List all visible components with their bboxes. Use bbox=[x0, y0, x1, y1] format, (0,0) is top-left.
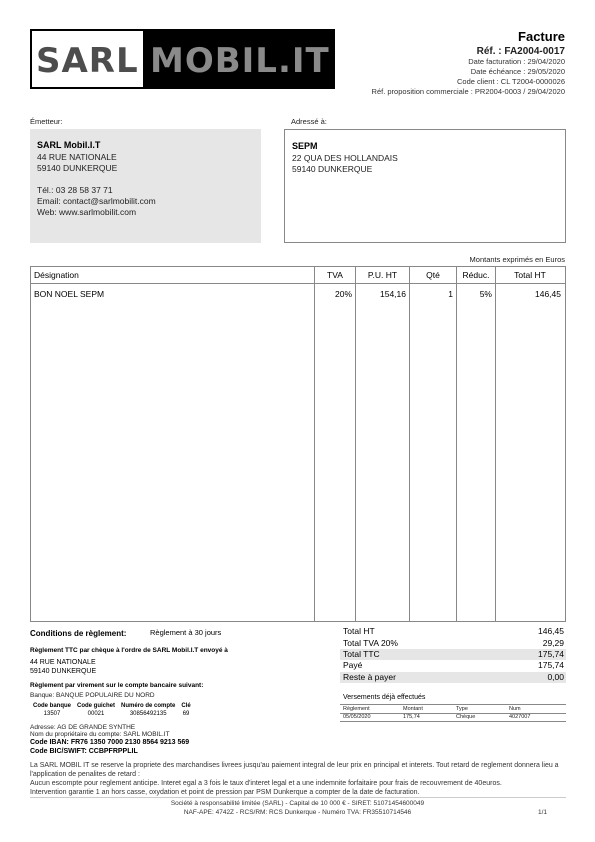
header-total: Total HT bbox=[514, 270, 546, 280]
recipient-address1: 22 QUA DES HOLLANDAIS bbox=[292, 153, 398, 163]
col-divider-qty bbox=[409, 267, 410, 621]
recipient-box bbox=[284, 129, 566, 243]
legal-line-3: Aucun escompte pour reglement anticipe. Interet egal a 3 fois le taux d'interet legal et a une indemnite forfaitaire pour frais de recouvrement de 40euros. bbox=[30, 780, 502, 787]
logo-text-sarl: SARL bbox=[36, 41, 139, 81]
bank-header-key: Clé bbox=[181, 703, 191, 709]
bank-header-account: Numéro de compte bbox=[121, 703, 176, 709]
payments-header-amount: Montant bbox=[403, 706, 423, 712]
col-divider-reduc bbox=[456, 267, 457, 621]
recipient-label: Adressé à: bbox=[291, 117, 327, 126]
payment-type: Chèque bbox=[456, 714, 476, 720]
recipient-name: SEPM bbox=[292, 141, 318, 151]
account-owner: Nom du propriétaire du compte: SARL MOBIL.IT bbox=[30, 731, 170, 738]
cheque-address1: 44 RUE NATIONALE bbox=[30, 659, 96, 666]
emitter-label: Émetteur: bbox=[30, 117, 63, 126]
col-divider-total bbox=[495, 267, 496, 621]
payments-mid-line bbox=[340, 713, 566, 714]
bank-details-table bbox=[30, 702, 194, 718]
bank-code: 13507 bbox=[43, 711, 61, 717]
emitter-name: SARL Mobil.I.T bbox=[37, 140, 101, 150]
bank-name: Banque: BANQUE POPULAIRE DU NORD bbox=[30, 692, 155, 699]
company-logo bbox=[30, 29, 335, 89]
invoice-proposal-ref: Réf. proposition commerciale : PR2004-0003 / 29/04/2020 bbox=[371, 87, 565, 96]
row-total: 146,45 bbox=[535, 289, 561, 299]
row-designation: BON NOEL SEPM bbox=[34, 289, 105, 299]
invoice-client-code: Code client : CL T2004-0000026 bbox=[457, 77, 565, 86]
emitter-address1: 44 RUE NATIONALE bbox=[37, 152, 117, 162]
row-qty: 1 bbox=[448, 289, 453, 299]
col-divider-pu bbox=[355, 267, 356, 621]
emitter-box bbox=[30, 129, 261, 243]
header-tva: TVA bbox=[327, 270, 343, 280]
paid-label: Payé bbox=[343, 660, 363, 670]
iban: Code IBAN: FR76 1350 7000 2130 8564 9213 569 bbox=[30, 739, 190, 746]
cheque-address2: 59140 DUNKERQUE bbox=[30, 668, 97, 675]
payment-amount: 175,74 bbox=[403, 714, 420, 720]
payment-num: 4027007 bbox=[509, 714, 531, 720]
table-header-divider bbox=[31, 283, 565, 284]
logo-text-mobilit: MOBIL.IT bbox=[150, 41, 330, 81]
invoice-header bbox=[372, 29, 565, 97]
invoice-date: Date facturation : 29/04/2020 bbox=[468, 57, 565, 66]
remaining-label: Reste à payer bbox=[343, 672, 396, 682]
payments-top-line bbox=[340, 704, 566, 705]
total-tva-value: 29,29 bbox=[542, 638, 564, 648]
payments-header-date: Règlement bbox=[343, 706, 370, 712]
recipient-address2: 59140 DUNKERQUE bbox=[292, 164, 373, 174]
bank-guichet: 00021 bbox=[87, 711, 105, 717]
conditions-title: Conditions de règlement: bbox=[30, 629, 127, 638]
remaining-value: 0,00 bbox=[547, 672, 564, 682]
emitter-address2: 59140 DUNKERQUE bbox=[37, 163, 118, 173]
remaining-row bbox=[340, 672, 566, 683]
page-number: 1/1 bbox=[538, 809, 548, 816]
bank-header-guichet: Code guichet bbox=[77, 703, 116, 709]
total-ttc-label: Total TTC bbox=[343, 649, 380, 659]
total-tva-row bbox=[340, 638, 566, 649]
legal-line-4: Intervention garantie 1 an hors casse, oxydation et point de pression par PSM Dunkerque a compter de la date de facturation. bbox=[30, 789, 420, 796]
total-ht-label: Total HT bbox=[343, 626, 375, 636]
row-pu: 154,16 bbox=[380, 289, 406, 299]
payments-title: Versements déjà effectués bbox=[343, 694, 426, 701]
footer-line-2: NAF-APE: 4742Z - RCS/RM: RCS Dunkerque - Numéro TVA: FR35510714546 bbox=[183, 809, 412, 816]
header-reduc: Réduc. bbox=[462, 270, 490, 280]
col-divider-tva bbox=[314, 267, 315, 621]
row-reduc: 5% bbox=[479, 289, 492, 299]
payments-header-type: Type bbox=[456, 706, 468, 712]
emitter-email: Email: contact@sarlmobilit.com bbox=[37, 196, 156, 206]
conditions-value: Règlement à 30 jours bbox=[150, 628, 222, 637]
payments-bottom-line bbox=[340, 721, 566, 722]
items-table bbox=[30, 266, 566, 622]
payments-header-num: Num bbox=[509, 706, 521, 712]
invoice-ref: Réf. : FA2004-0017 bbox=[476, 46, 565, 57]
currency-note: Montants exprimés en Euros bbox=[469, 255, 565, 264]
legal-text bbox=[30, 761, 570, 797]
header-pu: P.U. HT bbox=[367, 270, 398, 280]
total-ttc-row bbox=[340, 649, 566, 660]
legal-line-2: l'application de penalites de retard : bbox=[30, 771, 140, 778]
total-tva-label: Total TVA 20% bbox=[343, 638, 398, 648]
invoice-due-date: Date échéance : 29/05/2020 bbox=[470, 67, 565, 76]
emitter-web: Web: www.sarlmobilit.com bbox=[37, 207, 137, 217]
total-ttc-value: 175,74 bbox=[538, 649, 564, 659]
row-tva: 20% bbox=[334, 289, 352, 299]
header-qty: Qté bbox=[426, 270, 440, 280]
paid-value: 175,74 bbox=[538, 660, 564, 670]
cheque-title: Règlement TTC par chèque à l'ordre de SARL Mobil.I.T envoyé à bbox=[30, 647, 228, 654]
emitter-tel: Tél.: 03 28 58 37 71 bbox=[37, 185, 113, 195]
invoice-title: Facture bbox=[518, 29, 565, 44]
bank-key: 69 bbox=[182, 711, 190, 717]
bank-account: 30856492135 bbox=[129, 711, 167, 717]
bic: Code BIC/SWIFT: CCBPFRPPLIL bbox=[30, 748, 138, 755]
footer-line-1: Société à responsabilité limitée (SARL) - Capital de 10 000 € - SIRET: 51071454600049 bbox=[170, 800, 425, 807]
header-designation: Désignation bbox=[34, 270, 79, 280]
legal-line-1: La SARL MOBIL IT se reserve la propriete des marchandises livrees jusqu'au paiement integral de leur prix en principal et interets. Tout retard de reglement donnera lieu a bbox=[30, 762, 559, 769]
bank-header-code: Code banque bbox=[33, 703, 72, 709]
footer-divider bbox=[30, 797, 566, 798]
transfer-title: Règlement par virement sur le compte bancaire suivant: bbox=[30, 682, 204, 689]
payment-date: 05/05/2020 bbox=[343, 714, 371, 720]
bank-address: Adresse: AG DE GRANDE SYNTHE bbox=[30, 724, 136, 731]
paid-row bbox=[340, 660, 566, 671]
total-ht-value: 146,45 bbox=[538, 626, 564, 636]
total-ht-row bbox=[340, 626, 566, 637]
